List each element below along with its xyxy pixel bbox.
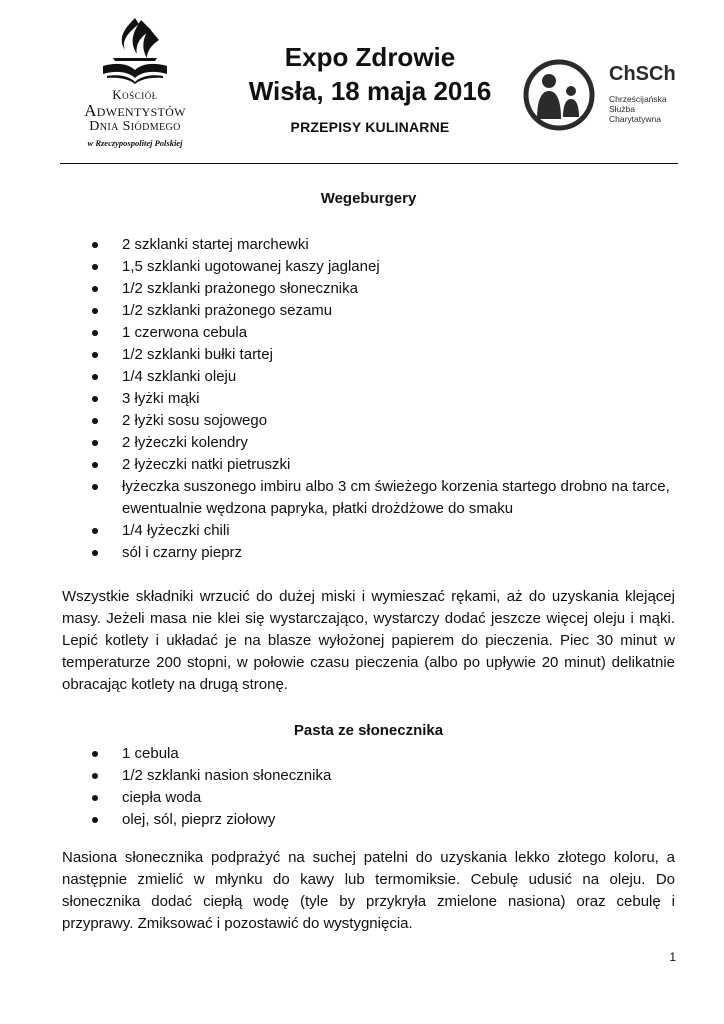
document-subtitle: PRZEPISY KULINARNE [290,119,450,135]
header-divider [60,163,678,164]
family-circle-icon [519,57,603,133]
list-item: 2 szklanki startej marchewki [62,234,675,256]
church-name-line1: Kościół [112,87,158,102]
list-item: 1,5 szklanki ugotowanej kaszy jaglanej [62,256,675,278]
ingredient-list [62,234,675,564]
church-logo [60,14,210,154]
event-title: Expo Zdrowie [284,42,456,72]
page-number: 1 [669,950,676,964]
recipe-title: Pasta ze słonecznika [293,722,444,739]
list-item: 1/2 szklanki prażonego sezamu [62,300,675,322]
chsch-logo [519,57,684,133]
chsch-fullname [609,94,684,124]
list-item: 2 łyżki sosu sojowego [62,410,675,432]
church-name-line2: Adwentystów [84,101,186,120]
event-location-date: Wisła, 18 maja 2016 [248,76,492,106]
list-item: sól i czarny pieprz [62,542,675,564]
list-item: 3 łyżki mąki [62,388,675,410]
list-item: ciepła woda [62,787,675,809]
list-item: 1/2 szklanki prażonego słonecznika [62,278,675,300]
chsch-name: ChSCh [609,63,676,85]
list-item: 1/4 łyżeczki chili [62,520,675,542]
list-item: 1/4 szklanki oleju [62,366,675,388]
church-name-line3: Dnia Siódmego [89,119,181,134]
list-item: 1/2 szklanki bułki tartej [62,344,675,366]
list-item: 1/2 szklanki nasion słonecznika [62,765,675,787]
recipe-instructions: Wszystkie składniki wrzucić do dużej miski i wymieszać rękami, aż do uzyskania klejącej masy. Jeżeli masa nie klei się wystarczająco, wystarczy dodać jeszcze więcej oleju i mąki. Lepić kotlety i układać je na blasze wyłożonej papierem do pieczenia. Piec 30 minut w temperaturze 200 stopni, w połowie czasu pieczenia (albo po upływie 20 minut) delikatnie obracając kotlety na drugą stronę. [62,588,675,693]
list-item: 2 łyżeczki natki pietruszki [62,454,675,476]
adventist-flame-book-icon [95,14,175,86]
document-header [220,40,520,135]
list-item: 2 łyżeczki kolendry [62,432,675,454]
church-name-line4: w Rzeczypospolitej Polskiej [87,138,183,148]
list-item: olej, sól, pieprz ziołowy [62,809,675,831]
ingredient-list [62,743,675,831]
list-item: 1 cebula [62,743,675,765]
chsch-line2: Służba Charytatywna [609,104,661,124]
list-item: łyżeczka suszonego imbiru albo 3 cm świeżego korzenia startego drobno na tarce, ewentualnie wędzona papryka, płatki drożdżowe do smaku [62,476,675,520]
recipe-instructions: Nasiona słonecznika podprażyć na suchej patelni do uzyskania lekko złotego koloru, a następnie zmielić w młynku do kawy lub termomiksie. Cebulę udusić na oleju. Do słonecznika dodać ciepłą wodę (tyle by przykryła zmielone nasiona) oraz cebulę i przyprawy. Zmiksować i pozostawić do wystygnięcia. [62,849,675,932]
recipes-content [62,188,675,935]
chsch-line1: Chrześcijańska [609,94,667,104]
recipe-title: Wegeburgery [320,190,417,207]
list-item: 1 czerwona cebula [62,322,675,344]
